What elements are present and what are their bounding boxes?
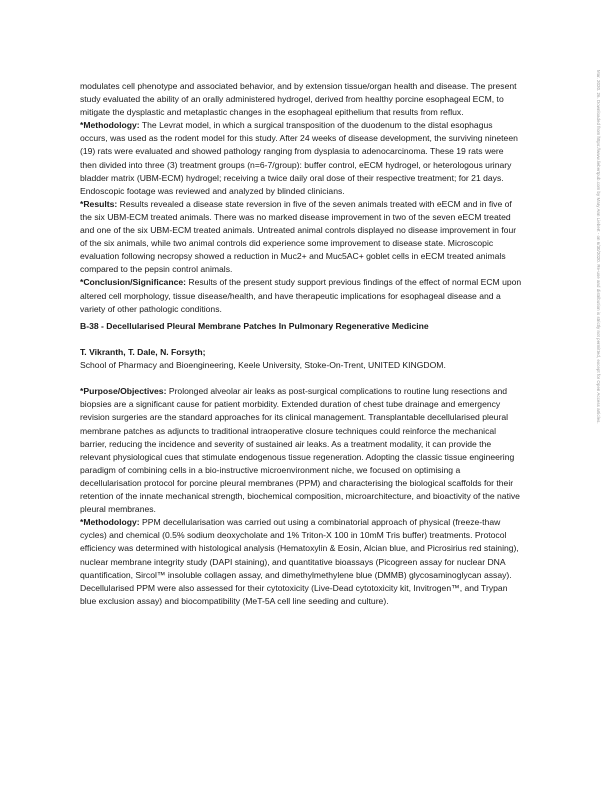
abstract2-methodology (80, 516, 522, 608)
abstract-title: B-38 - Decellularised Pleural Membrane Patches In Pulmonary Regenerative Medicine (80, 321, 429, 331)
abstract1-conclusion (80, 276, 522, 315)
abstract-affiliation: School of Pharmacy and Bioengineering, Keele University, Stoke-On-Trent, UNITED KINGDOM. (80, 360, 446, 371)
methodology-label-2: *Methodology: (80, 517, 140, 528)
abstract2-purpose (80, 385, 522, 516)
conclusion-label: *Conclusion/Significance: (80, 277, 187, 288)
side-watermark (593, 70, 605, 590)
abstract1-intro: modulates cell phenotype and associated behavior, and by extension tissue/organ health and disease. The present study evaluated the ability of an orally administered hydrogel, derived from healthy porcine esophageal ECM, to mitigate the dysplastic and metaplastic changes in the esophageal epithelium that results from reflux. (80, 81, 517, 118)
methodology-text: The Levrat model, in which a surgical transposition of the duodenum to the distal esophagus occurs, was used as the rodent model for this study. After 24 weeks of disease development, the surviving nineteen (19) rats were evaluated and showed pathology ranging from dysplasia to adenocarcinoma. These 19 rats were then divided into three (3) treatment groups (n=6-7/group): buffer control, eECM hydrogel, or heterologous urinary bladder matrix (UBM-ECM) hydrogel; receiving a twice daily oral dose of their respective treatment; for 21 days. Endoscopic footage was reviewed and analyzed by blinded clinicians. (80, 120, 518, 196)
abstract1-results (80, 198, 522, 277)
abstract-b38 (80, 320, 522, 608)
methodology-text-2: PPM decellularisation was carried out using a combinatorial approach of physical (freeze-thaw cycles) and chemical (0.5% sodium deoxycholate and 1% Triton-X 100 in 10mM Tris buffer) treatments. Protocol efficiency was determined with histological analysis (Hematoxylin & Eosin, Alcian blue, and Picrosirius red staining), nuclear membrane integrity study (DAPI staining), and quantitative bioassays (Picogreen assay for nuclear DNA quantification, Sircol™ insoluble collagen assay, and dimethylmethylene blue (DMMB) glycosaminoglycan assay). Decellularised PPM were also assessed for their cytotoxicity (Live-Dead cytotoxicity kit, Invitrogen™, and Trypan blue exclusion assay) and biocompatibility (MeT-5A cell line seeding and culture). (80, 517, 519, 606)
abstract-continued (80, 80, 522, 316)
purpose-text: Prolonged alveolar air leaks as post-surgical complications to routine lung resections and biopsies are a significant cause for patient morbidity. Extended duration of chest tube drainage and emergency revision surgeries are the standard approaches for its clinical management. Transplantable decellularised pleural membrane patches as adjuncts to traditional intraoperative closure techniques could reinforce the mechanical barrier, reducing the incidence and severity of sustained air leaks. As a treatment modality, it can provide the relevant physiological cues that stimulate endogenous tissue regeneration. Adopting the classic tissue engineering paradigm of combining cells in a bio-instructive microenvironment niche, we focused on optimising a decellularisation protocol for porcine pleural membranes (PPM) and characterising the biological scaffolds for their retention of the innate mechanical strength, biochemical composition, microarchitecture, and bioactivity of the native pleural membranes. (80, 386, 520, 515)
purpose-label: *Purpose/Objectives: (80, 386, 167, 397)
results-text: Results revealed a disease state reversion in five of the seven animals treated with eECM and in five of the six UBM-ECM treated animals. There was no marked disease improvement in two of the seven eECM treated and one of the six UBM-ECM treated animals. Untreated animal controls displayed no disease improvement in four of the six animals, while two animal controls did experience some improvement to disease state. Microscopic evaluation following necropsy showed a reduction in Muc2+ and Muc5AC+ goblet cells in eECM treated animals compared to the pepsin control animals. (80, 198, 517, 275)
results-label: *Results: (80, 198, 118, 209)
abstract-authors: T. Vikranth, T. Dale, N. Forsyth; (80, 347, 206, 358)
methodology-label: *Methodology: (80, 120, 140, 131)
abstract1-methodology (80, 119, 522, 198)
conclusion-text: Results of the present study support previous findings of the effect of normal ECM upon altered cell morphology, tissue disease/health, and have therapeutic implications for esophageal disease and a variety of other pathologic conditions. (80, 277, 522, 314)
side-watermark-text: Mar. 2020. 26. Downloaded from https://www.liebertpub.com by Mary Ann Liebert - on 6/30/2020. Re-use and distribution is strictly not permitted, except for Open Access articles. (596, 70, 601, 424)
